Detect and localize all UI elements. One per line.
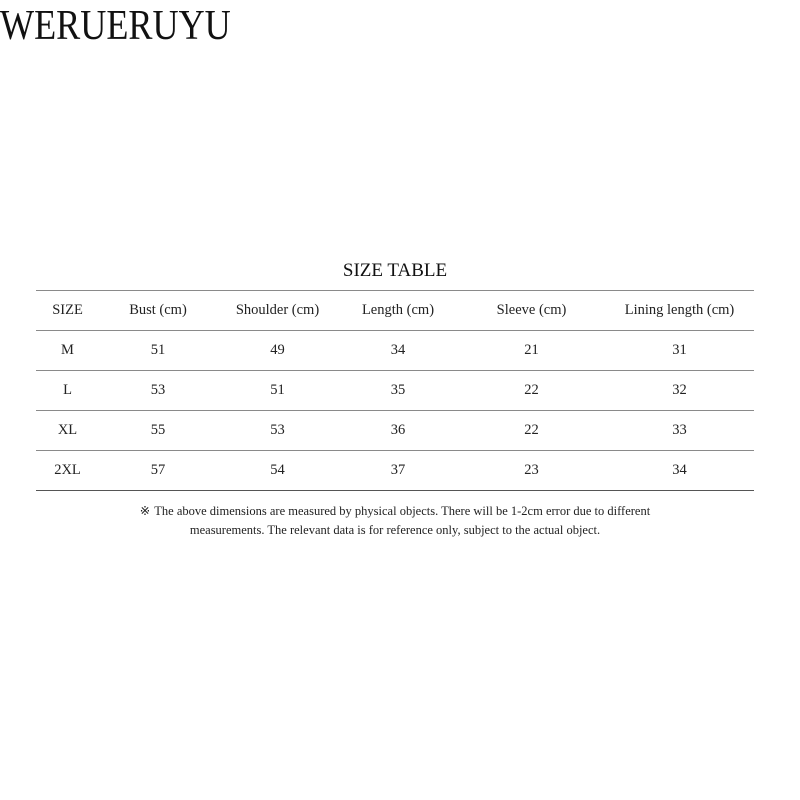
table-cell: 37 [338,451,458,491]
measurement-note-line-1 [60,502,730,521]
table-cell: 22 [458,411,605,451]
column-header-lining-length: Lining length (cm) [605,291,754,331]
table-header-row [36,291,754,331]
table-cell: 21 [458,331,605,371]
measurement-note-text-1: The above dimensions are measured by physical objects. There will be 1-2cm error due to different [154,504,651,518]
table-cell: 55 [99,411,217,451]
column-header-sleeve: Sleeve (cm) [458,291,605,331]
measurement-note-line-2: measurements. The relevant data is for reference only, subject to the actual object. [189,523,601,537]
column-header-length: Length (cm) [338,291,458,331]
column-header-bust: Bust (cm) [99,291,217,331]
table-cell: 51 [217,371,338,411]
table-cell: 36 [338,411,458,451]
table-cell: 32 [605,371,754,411]
table-cell: 57 [99,451,217,491]
size-table [36,290,754,491]
table-cell: 53 [99,371,217,411]
column-header-shoulder: Shoulder (cm) [217,291,338,331]
table-cell: 35 [338,371,458,411]
table-cell: 49 [217,331,338,371]
table-cell: 22 [458,371,605,411]
table-row [36,371,754,411]
table-cell: 33 [605,411,754,451]
table-cell: 53 [217,411,338,451]
table-cell: 54 [217,451,338,491]
table-cell: L [36,371,99,411]
measurement-note [60,502,730,540]
table-cell: 31 [605,331,754,371]
table-cell: 34 [338,331,458,371]
table-cell: 34 [605,451,754,491]
size-table-title: SIZE TABLE [342,260,448,281]
brand-logo-text: WERUERUYU [0,3,231,49]
table-cell: 23 [458,451,605,491]
reference-mark-icon: ※ [139,504,151,518]
table-cell: XL [36,411,99,451]
table-row [36,331,754,371]
table-cell: 51 [99,331,217,371]
table-cell: 2XL [36,451,99,491]
table-row [36,451,754,491]
table-cell: M [36,331,99,371]
table-row [36,411,754,451]
column-header-size: SIZE [36,291,99,331]
